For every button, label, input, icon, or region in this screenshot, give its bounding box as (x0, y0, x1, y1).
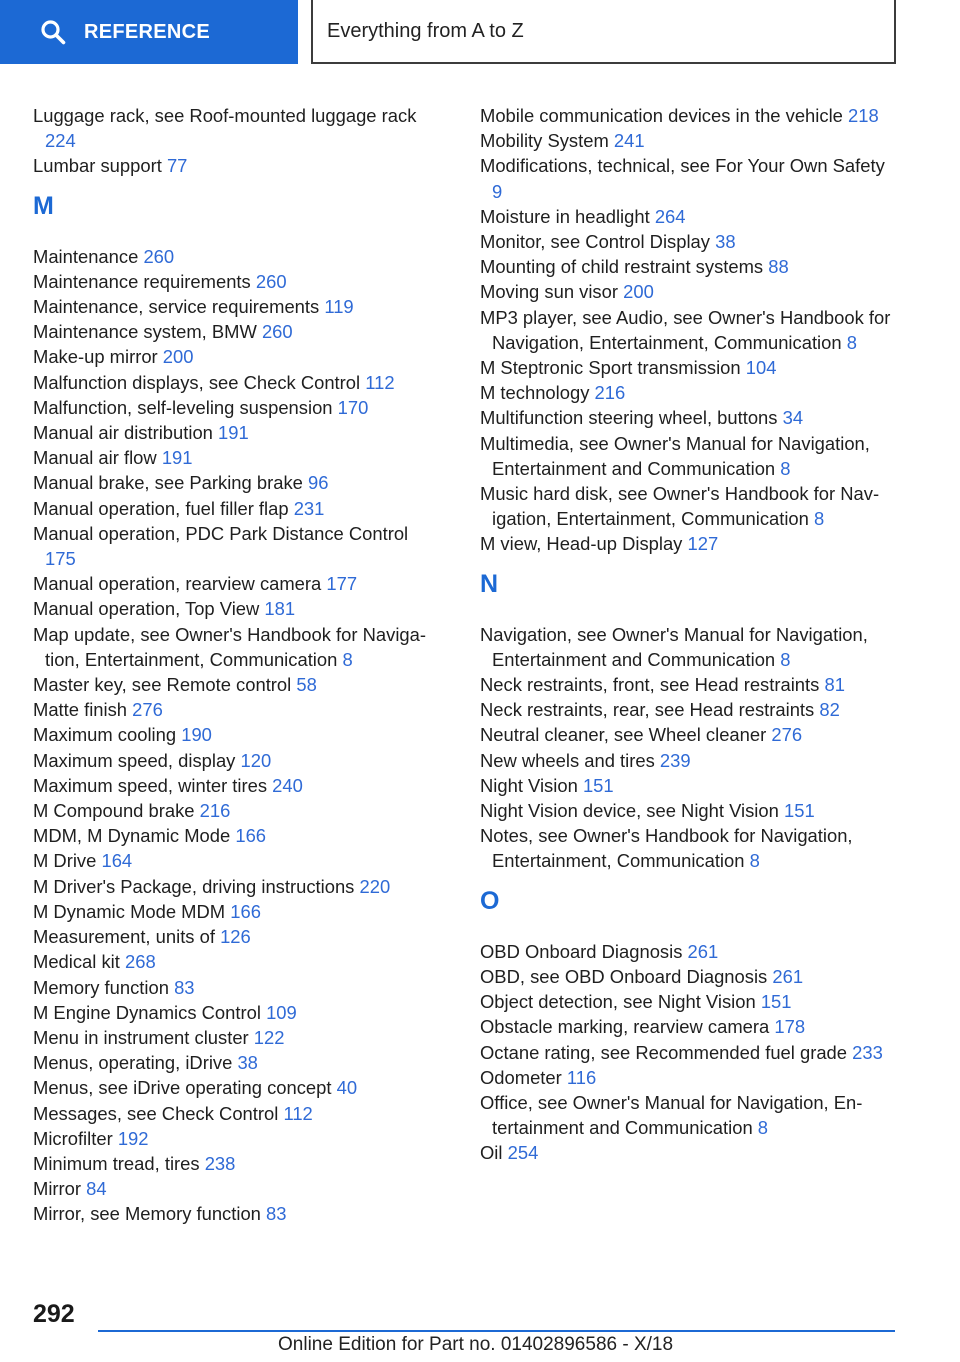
page-link[interactable]: 83 (266, 1203, 287, 1225)
page-link[interactable]: 104 (745, 357, 777, 379)
index-entry (480, 798, 900, 823)
index-entry-text: Octane rating, see Recommended fuel grade (480, 1041, 848, 1063)
index-entry (33, 269, 443, 294)
index-entry-text: Mounting of child restraint systems (480, 256, 764, 278)
index-entry-text: Maintenance system, BMW (33, 321, 257, 343)
index-entry (33, 521, 443, 571)
page-link[interactable]: 260 (261, 321, 293, 343)
page-link[interactable]: 8 (846, 331, 857, 353)
index-entry-text: Measurement, units of (33, 926, 215, 948)
index-entry (33, 874, 443, 899)
page-link[interactable]: 8 (757, 1117, 769, 1139)
page-link[interactable]: 96 (308, 472, 329, 494)
index-entry-text: Manual operation, Top View (33, 598, 260, 620)
page-link[interactable]: 122 (253, 1026, 285, 1048)
index-entry-text: Maximum speed, display (33, 749, 236, 771)
page-link[interactable]: 239 (659, 749, 691, 771)
index-entry (480, 153, 900, 203)
index-entry-text: Mobile communication devices in the vehicle (480, 105, 843, 126)
index-entry-text: OBD, see OBD Onboard Diagnosis (480, 965, 768, 987)
page-link[interactable]: 120 (240, 749, 272, 771)
index-entry-text: Manual brake, see Parking brake (33, 472, 303, 494)
page-number: 292 (33, 1300, 75, 1328)
index-entry (33, 420, 443, 445)
index-entry (33, 949, 443, 974)
index-entry-text: Moving sun visor (480, 281, 618, 303)
index-entry (480, 964, 900, 989)
index-entry-text: M Drive (33, 850, 97, 872)
index-entry-text: Maximum speed, winter tires (33, 774, 268, 796)
index-entry-text: Neutral cleaner, see Wheel cleaner (480, 724, 767, 746)
page-link[interactable]: 166 (235, 825, 267, 847)
page-link[interactable]: 260 (255, 270, 287, 292)
page-link[interactable]: 8 (780, 457, 791, 479)
index-entry-text: Maintenance (33, 245, 139, 267)
index-entry-text: Manual air flow (33, 447, 157, 469)
page-link[interactable]: 81 (824, 674, 845, 696)
index-entry-text: Microfilter (33, 1127, 113, 1149)
index-entry-text: M Engine Dynamics Control (33, 1001, 261, 1023)
page-link[interactable]: 116 (566, 1066, 597, 1088)
chapter-title: Everything from A to Z (327, 19, 524, 42)
index-entry-text: M Compound brake (33, 800, 195, 822)
page-link[interactable]: 38 (715, 231, 736, 253)
page-link[interactable]: 200 (162, 346, 194, 368)
index-entry-text: Maximum cooling (33, 724, 177, 746)
page-link[interactable]: 260 (143, 245, 175, 267)
page-link[interactable]: 119 (324, 296, 354, 318)
page-link[interactable]: 77 (166, 155, 188, 177)
index-entry-text: Luggage rack, see Roof-mounted luggage rack (33, 105, 417, 126)
index-entry (33, 1101, 443, 1126)
index-entry-text: Map update, see Owner's Handbook for Navigation, Entertainment, Communication (33, 623, 426, 670)
index-entry-text: Mirror, see Memory function (33, 1203, 261, 1225)
index-entry (33, 1050, 443, 1075)
page-link[interactable]: 83 (174, 976, 195, 998)
index-entry-text: Oil (480, 1142, 503, 1164)
index-entry-text: Manual operation, PDC Park Distance Control (33, 522, 409, 544)
index-entry-text: MDM, M Dynamic Mode (33, 825, 231, 847)
index-entry (480, 722, 900, 747)
index-entry (33, 975, 443, 1000)
index-entry-text: Matte finish (33, 699, 128, 721)
index-entry (33, 848, 443, 873)
page-link[interactable]: 276 (771, 724, 803, 746)
index-entry (33, 1000, 443, 1025)
index-entry-text: Lumbar support (33, 155, 162, 177)
page-link[interactable]: 181 (264, 598, 296, 620)
page-link[interactable]: 109 (266, 1001, 297, 1023)
index-entry-text: Medical kit (33, 951, 120, 973)
page-link[interactable]: 240 (272, 774, 303, 796)
index-entry (33, 773, 443, 798)
page-link[interactable]: 151 (783, 800, 815, 822)
page-link[interactable]: 34 (782, 407, 804, 429)
index-entry (480, 1065, 900, 1090)
index-letter-heading: O (480, 886, 500, 915)
index-letter-heading: N (480, 569, 499, 598)
index-entry (480, 128, 900, 153)
page-link[interactable]: 127 (687, 533, 719, 555)
index-entry (480, 279, 900, 304)
page-link[interactable]: 58 (296, 674, 317, 696)
index-entry (480, 204, 900, 229)
page-link[interactable]: 38 (237, 1052, 258, 1074)
index-entry (480, 1014, 900, 1039)
index-entry (33, 496, 443, 521)
index-entry (33, 1151, 443, 1176)
page-link[interactable]: 191 (161, 447, 193, 469)
index-entry (480, 380, 900, 405)
index-entry (480, 481, 900, 531)
index-entry-text: Maintenance requirements (33, 270, 251, 292)
page-link[interactable]: 151 (760, 991, 792, 1013)
index-entry-text: Malfunction displays, see Check Control (33, 371, 361, 393)
index-entry (33, 672, 443, 697)
page-link[interactable]: 220 (359, 875, 391, 897)
index-entry-text: Odometer (480, 1066, 562, 1088)
index-entry (33, 445, 443, 470)
chapter-header (311, 0, 896, 64)
page-link[interactable]: 166 (230, 900, 261, 922)
index-entry-text: Messages, see Check Control (33, 1102, 279, 1124)
index-entry (480, 622, 900, 672)
index-entry (480, 229, 900, 254)
page-link[interactable]: 238 (204, 1152, 236, 1174)
index-entry-text: M view, Head-up Display (480, 533, 683, 555)
page-link[interactable]: 8 (749, 850, 760, 872)
index-entry (33, 1075, 443, 1100)
index-letter-heading: M (33, 191, 54, 220)
index-entry (33, 1126, 443, 1151)
index-entry (480, 823, 900, 873)
page-link[interactable]: 264 (654, 205, 686, 227)
index-entry (33, 798, 443, 823)
index-entry (33, 1201, 443, 1226)
index-entry-text: Manual operation, fuel filler flap (33, 497, 289, 519)
index-entry (480, 405, 900, 430)
index-entry-text: M Steptronic Sport transmission (480, 357, 741, 379)
index-entry-text: Monitor, see Control Display (480, 231, 710, 253)
index-entry-text: Memory function (33, 976, 169, 998)
index-entry-text: M technology (480, 382, 590, 404)
index-entry-text: M Dynamic Mode MDM (33, 900, 226, 922)
index-entry-text: OBD Onboard Diagnosis (480, 940, 683, 962)
index-entry-text: Mobility System (480, 130, 609, 152)
index-entry (33, 344, 443, 369)
index-entry-text: Manual operation, rearview camera (33, 573, 322, 595)
index-entry-text: Mirror (33, 1178, 82, 1200)
index-entry-text: MP3 player, see Audio, see Owner's Handbook for Navigation, Entertainment, Communication (480, 306, 891, 353)
index-entry (33, 319, 443, 344)
index-entry (480, 531, 900, 556)
page-link[interactable]: 8 (342, 648, 353, 670)
index-entry-text: Modifications, technical, see For Your Own Safety (480, 155, 885, 177)
page-link[interactable]: 112 (365, 371, 395, 393)
edition-note: Online Edition for Part no. 01402896586 - X/18 (278, 1334, 674, 1355)
index-entry (33, 1025, 443, 1050)
index-entry-text: Make-up mirror (33, 346, 158, 368)
search-icon (40, 19, 66, 45)
index-entry-text: Object detection, see Night Vision (480, 991, 756, 1013)
index-entry (480, 1140, 900, 1165)
page-link[interactable]: 8 (780, 648, 791, 670)
index-entry (33, 1176, 443, 1201)
index-entry-text: Navigation, see Owner's Manual for Navigation, Entertainment and Communication (480, 623, 868, 670)
section-tab[interactable] (0, 0, 298, 64)
page-link[interactable]: 216 (199, 800, 231, 822)
page-link[interactable]: 178 (774, 1016, 806, 1038)
index-entry-text: Multimedia, see Owner's Manual for Navigation, Entertainment and Communication (480, 432, 870, 479)
index-entry (480, 697, 900, 722)
page-link[interactable]: 164 (101, 850, 133, 872)
index-entry (480, 103, 900, 128)
index-entry (480, 355, 900, 380)
page-link[interactable]: 261 (687, 940, 719, 962)
page-link[interactable]: 233 (852, 1041, 883, 1063)
page-link[interactable]: 231 (293, 497, 325, 519)
index-entry (480, 1090, 900, 1140)
page-link[interactable]: 261 (772, 965, 804, 987)
index-entry (33, 395, 443, 420)
index-entry-text: Malfunction, self-leveling suspension (33, 396, 333, 418)
page-link[interactable]: 8 (814, 508, 825, 530)
index-entry-text: Moisture in headlight (480, 205, 650, 227)
page-link[interactable]: 254 (507, 1142, 539, 1164)
index-entry-text: Night Vision device, see Night Vision (480, 800, 779, 822)
index-entry-text: Menu in instrument cluster (33, 1026, 249, 1048)
section-label: REFERENCE (84, 20, 211, 43)
page-link[interactable]: 224 (45, 130, 76, 152)
index-entry-text: Office, see Owner's Manual for Navigation, Entertainment and Communication (480, 1091, 863, 1139)
index-column-right (480, 103, 900, 1166)
index-entry (33, 470, 443, 495)
page-link[interactable]: 177 (326, 573, 358, 595)
page-link[interactable]: 216 (594, 382, 626, 404)
index-entry (33, 370, 443, 395)
index-entry-text: Maintenance, service requirements (33, 296, 320, 318)
index-entry (480, 939, 900, 964)
page-link[interactable]: 126 (220, 926, 251, 948)
index-entry (33, 103, 443, 153)
page-link[interactable]: 175 (45, 548, 76, 570)
page-link[interactable]: 276 (132, 699, 163, 721)
page-link[interactable]: 9 (492, 180, 503, 202)
index-entry-text: Menus, operating, iDrive (33, 1052, 233, 1074)
index-entry (480, 773, 900, 798)
index-entry (33, 571, 443, 596)
index-entry-text: Menus, see iDrive operating concept (33, 1077, 332, 1099)
index-entry (33, 622, 443, 672)
index-entry (480, 305, 900, 355)
page-link[interactable]: 268 (125, 951, 156, 973)
page-link[interactable]: 191 (218, 422, 249, 444)
index-entry-text: Minimum tread, tires (33, 1152, 200, 1174)
index-entry-text: Multifunction steering wheel, buttons (480, 407, 778, 429)
page-link[interactable]: 192 (117, 1127, 149, 1149)
index-entry (33, 697, 443, 722)
index-column-left (33, 103, 443, 1227)
index-entry (33, 722, 443, 747)
index-entry (33, 596, 443, 621)
index-entry-text: Manual air distribution (33, 422, 213, 444)
index-entry (480, 748, 900, 773)
index-entry-text: Obstacle marking, rearview camera (480, 1016, 770, 1038)
index-entry-text: Master key, see Remote control (33, 674, 292, 696)
page-link[interactable]: 218 (848, 105, 879, 126)
index-entry (33, 748, 443, 773)
index-entry-text: M Driver's Package, driving instructions (33, 875, 355, 897)
index-entry (33, 823, 443, 848)
page-link[interactable]: 40 (336, 1077, 358, 1099)
index-entry-text: Notes, see Owner's Handbook for Navigation, Entertainment, Communication (480, 825, 853, 872)
index-entry (480, 254, 900, 279)
page-link[interactable]: 112 (283, 1102, 313, 1124)
index-entry (33, 153, 443, 178)
index-entry-text: Music hard disk, see Owner's Handbook for Navigation, Entertainment, Communication (480, 483, 880, 530)
index-entry (33, 244, 443, 269)
index-entry (480, 672, 900, 697)
index-entry (33, 899, 443, 924)
page-link[interactable]: 241 (613, 130, 645, 152)
index-entry-text: New wheels and tires (480, 749, 655, 771)
page-link[interactable]: 88 (768, 256, 789, 278)
index-entry (480, 1040, 900, 1065)
page-link[interactable]: 82 (819, 699, 840, 721)
index-entry (480, 989, 900, 1014)
index-entry (33, 294, 443, 319)
page-link[interactable]: 200 (623, 281, 654, 303)
index-entry-text: Night Vision (480, 774, 578, 796)
page-link[interactable]: 170 (337, 396, 369, 418)
footer-divider (98, 1330, 895, 1332)
page-link[interactable]: 190 (181, 724, 212, 746)
page-link[interactable]: 151 (582, 774, 614, 796)
index-entry (480, 431, 900, 481)
index-entry-text: Neck restraints, front, see Head restraints (480, 674, 820, 696)
page-link[interactable]: 84 (86, 1178, 107, 1200)
index-entry (33, 924, 443, 949)
index-entry-text: Neck restraints, rear, see Head restraints (480, 699, 815, 721)
